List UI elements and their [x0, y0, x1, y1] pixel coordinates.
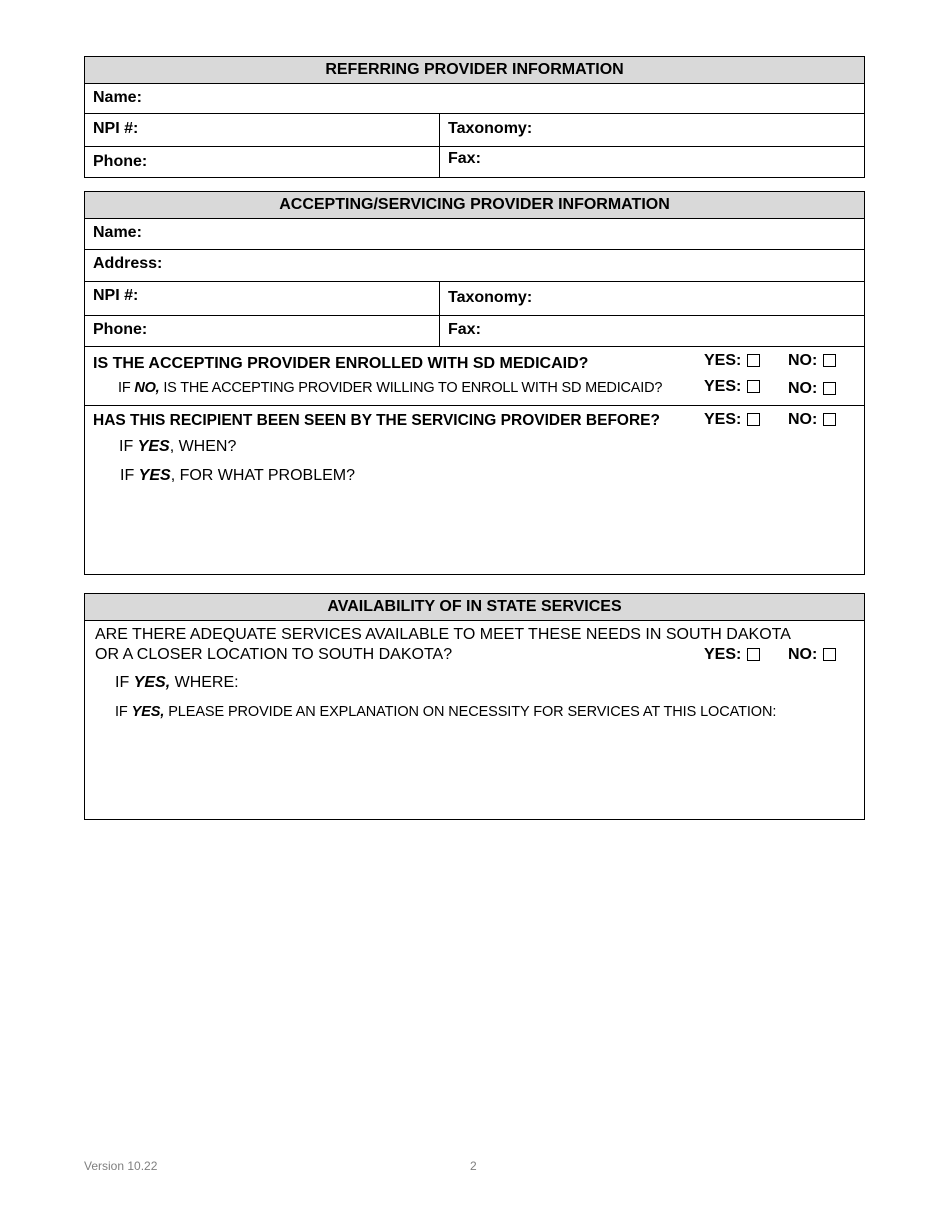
- referring-provider-section: [84, 56, 865, 178]
- accepting-taxonomy-field[interactable]: [440, 282, 864, 315]
- referring-name-label: Name:: [93, 89, 142, 106]
- accepting-address-row[interactable]: [85, 250, 864, 282]
- footer-version: Version 10.22: [84, 1159, 158, 1173]
- willing-no-checkbox[interactable]: [823, 382, 836, 395]
- availability-no: [788, 646, 836, 664]
- willing-question: [118, 380, 662, 396]
- enrolled-yes-checkbox[interactable]: [747, 354, 760, 367]
- where-text: WHERE:: [170, 674, 239, 691]
- referring-fax-label: Fax:: [448, 150, 481, 167]
- footer-page-number: 2: [470, 1159, 477, 1173]
- accepting-fax-field[interactable]: [440, 316, 864, 346]
- seen-no: [788, 411, 836, 429]
- availability-where-field[interactable]: [115, 674, 239, 692]
- accepting-name-row[interactable]: [85, 219, 864, 250]
- willing-no-word: NO,: [134, 380, 160, 396]
- referring-name-row[interactable]: [85, 84, 864, 114]
- seen-when-field[interactable]: [119, 438, 236, 456]
- yes-label: YES:: [704, 646, 742, 663]
- availability-section: [84, 593, 865, 820]
- availability-explanation-field[interactable]: [115, 704, 776, 720]
- referring-npi-row: [85, 114, 864, 147]
- accepting-header: ACCEPTING/SERVICING PROVIDER INFORMATION: [85, 192, 864, 219]
- accepting-provider-section: [84, 191, 865, 575]
- explain-yes-word: YES,: [131, 704, 165, 720]
- availability-yes: [704, 646, 760, 664]
- referring-fax-field[interactable]: [440, 147, 864, 177]
- accepting-name-label: Name:: [93, 224, 142, 241]
- referring-phone-label: Phone:: [93, 153, 148, 170]
- enrollment-question-block: [85, 347, 864, 406]
- explain-text: PLEASE PROVIDE AN EXPLANATION ON NECESSITY FOR SERVICES AT THIS LOCATION:: [164, 704, 777, 720]
- where-if: IF: [115, 674, 134, 691]
- availability-question-line1: ARE THERE ADEQUATE SERVICES AVAILABLE TO MEET THESE NEEDS IN SOUTH DAKOTA: [95, 626, 791, 643]
- no-label: NO:: [788, 352, 818, 369]
- no-label: NO:: [788, 646, 818, 663]
- accepting-taxonomy-label: Taxonomy:: [448, 289, 533, 306]
- explain-if: IF: [115, 704, 132, 720]
- accepting-phone-row: [85, 316, 864, 347]
- accepting-npi-field[interactable]: [85, 282, 440, 315]
- enrolled-question: IS THE ACCEPTING PROVIDER ENROLLED WITH SD MEDICAID?: [93, 355, 589, 372]
- seen-problem-field[interactable]: [120, 467, 355, 485]
- when-text: , WHEN?: [169, 438, 237, 455]
- yes-label: YES:: [704, 411, 742, 428]
- availability-header: AVAILABILITY OF IN STATE SERVICES: [85, 594, 864, 621]
- yes-label: YES:: [704, 378, 742, 395]
- problem-if: IF: [120, 467, 139, 484]
- seen-question: HAS THIS RECIPIENT BEEN SEEN BY THE SERVICING PROVIDER BEFORE?: [93, 412, 660, 429]
- referring-phone-row: [85, 147, 864, 177]
- referring-header: REFERRING PROVIDER INFORMATION: [85, 57, 864, 84]
- availability-question-line2: OR A CLOSER LOCATION TO SOUTH DAKOTA?: [95, 646, 453, 663]
- willing-yes: [704, 378, 760, 396]
- enrolled-no: [788, 352, 836, 370]
- accepting-phone-field[interactable]: [85, 316, 440, 346]
- accepting-npi-row: [85, 282, 864, 316]
- enrolled-no-checkbox[interactable]: [823, 354, 836, 367]
- willing-question-text: IS THE ACCEPTING PROVIDER WILLING TO ENROLL WITH SD MEDICAID?: [159, 380, 663, 396]
- referring-npi-label: NPI #:: [93, 120, 139, 137]
- referring-taxonomy-field[interactable]: [440, 114, 864, 146]
- enrolled-yes: [704, 352, 760, 370]
- referring-npi-field[interactable]: [85, 114, 440, 146]
- referring-phone-field[interactable]: [85, 147, 440, 177]
- willing-no: [788, 380, 836, 398]
- willing-yes-checkbox[interactable]: [747, 380, 760, 393]
- referring-taxonomy-label: Taxonomy:: [448, 120, 533, 137]
- accepting-npi-label: NPI #:: [93, 287, 139, 304]
- availability-no-checkbox[interactable]: [823, 648, 836, 661]
- willing-if: IF: [118, 380, 135, 396]
- seen-no-checkbox[interactable]: [823, 413, 836, 426]
- no-label: NO:: [788, 380, 818, 397]
- problem-yes-word: YES: [138, 467, 171, 484]
- seen-yes: [704, 411, 760, 429]
- accepting-address-label: Address:: [93, 255, 163, 272]
- when-yes-word: YES: [137, 438, 170, 455]
- accepting-fax-label: Fax:: [448, 321, 481, 338]
- seen-yes-checkbox[interactable]: [747, 413, 760, 426]
- accepting-phone-label: Phone:: [93, 321, 148, 338]
- no-label: NO:: [788, 411, 818, 428]
- seen-before-block: [85, 406, 864, 574]
- where-yes-word: YES,: [133, 674, 171, 691]
- availability-yes-checkbox[interactable]: [747, 648, 760, 661]
- when-if: IF: [119, 438, 138, 455]
- yes-label: YES:: [704, 352, 742, 369]
- problem-text: , FOR WHAT PROBLEM?: [170, 467, 356, 484]
- availability-body: [85, 621, 864, 819]
